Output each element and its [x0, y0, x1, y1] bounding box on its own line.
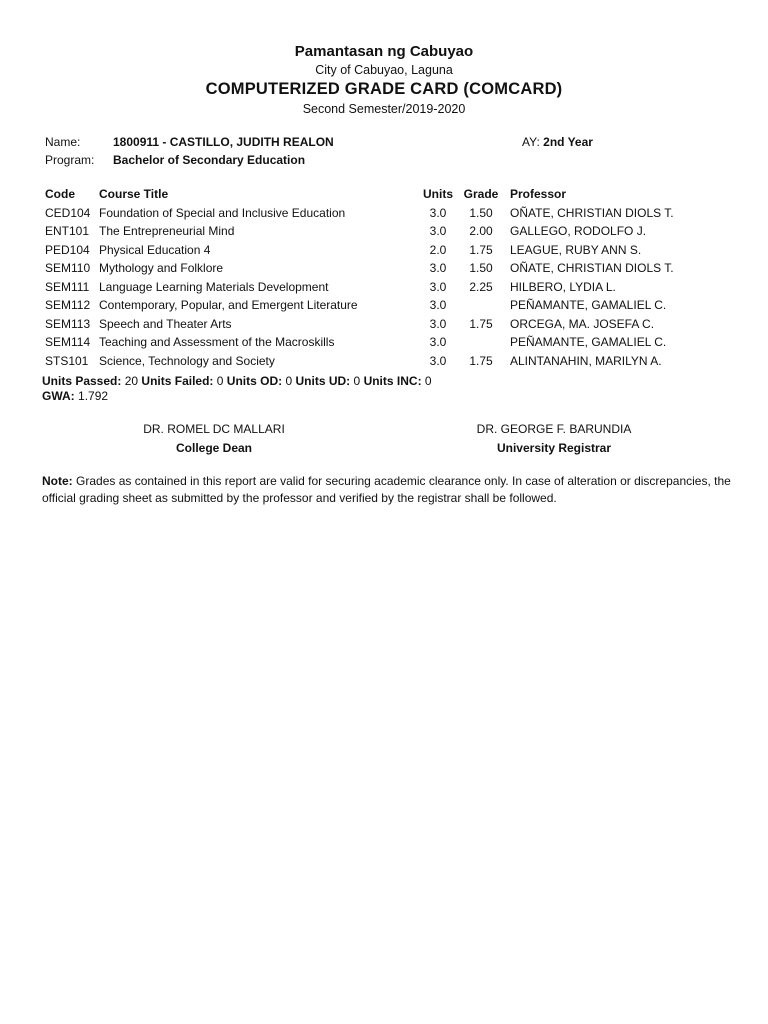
university-city: City of Cabuyao, Laguna	[315, 63, 453, 77]
units-failed-value: 0	[216, 374, 224, 388]
units-od-label: Units OD:	[226, 374, 283, 388]
course-units: 3.0	[429, 224, 447, 238]
course-code: SEM112	[45, 298, 91, 312]
table-row	[0, 354, 768, 373]
course-professor: PEÑAMANTE, GAMALIEL C.	[510, 335, 667, 349]
semester: Second Semester/2019-2020	[302, 102, 466, 116]
ay-value: 2nd Year	[543, 135, 593, 149]
header-professor: Professor	[510, 187, 567, 201]
registrar-name: DR. GEORGE F. BARUNDIA	[476, 422, 632, 436]
note	[42, 473, 732, 507]
course-grade: 2.00	[469, 224, 493, 238]
course-title: Physical Education 4	[99, 242, 211, 257]
course-grade: 1.75	[469, 242, 493, 257]
course-title: Contemporary, Popular, and Emergent Literature	[99, 298, 358, 312]
course-professor: PEÑAMANTE, GAMALIEL C.	[510, 298, 667, 312]
header-grade: Grade	[463, 187, 499, 201]
academic-year	[522, 135, 593, 149]
student-name: 1800911 - CASTILLO, JUDITH REALON	[113, 135, 334, 149]
table-row	[0, 298, 768, 317]
units-summary	[42, 374, 432, 388]
university-name: Pamantasan ng Cabuyao	[294, 43, 474, 60]
course-units: 3.0	[429, 335, 447, 349]
course-code: SEM113	[45, 316, 91, 331]
course-title: Speech and Theater Arts	[99, 316, 232, 331]
course-units: 3.0	[429, 316, 447, 331]
course-title: Mythology and Folklore	[99, 261, 224, 275]
program-label: Program:	[45, 153, 95, 167]
course-units: 3.0	[429, 261, 447, 275]
course-grade: 1.50	[469, 261, 493, 275]
table-row	[0, 317, 768, 336]
course-professor: OÑATE, CHRISTIAN DIOLS T.	[510, 261, 674, 275]
units-passed-value: 20	[124, 374, 139, 388]
dean-name: DR. ROMEL DC MALLARI	[143, 422, 285, 436]
course-grade: 1.75	[469, 316, 493, 331]
name-label: Name:	[45, 135, 81, 149]
course-code: ENT101	[45, 224, 90, 238]
table-row	[0, 243, 768, 262]
table-row	[0, 280, 768, 299]
course-title: Science, Technology and Society	[99, 353, 275, 368]
ay-label: AY:	[522, 135, 540, 149]
header-course-title: Course Title	[99, 187, 169, 201]
program-value: Bachelor of Secondary Education	[113, 153, 306, 167]
course-code: SEM110	[45, 261, 91, 275]
units-ud-value: 0	[353, 374, 361, 388]
grades-header-row	[0, 187, 768, 206]
course-units: 3.0	[429, 298, 447, 312]
table-row	[0, 206, 768, 225]
units-inc-label: Units INC:	[363, 374, 422, 388]
course-professor: ALINTANAHIN, MARILYN A.	[510, 353, 662, 368]
course-professor: ORCEGA, MA. JOSEFA C.	[510, 316, 655, 331]
gwa-value: 1.792	[78, 389, 109, 403]
course-grade: 1.50	[469, 205, 493, 220]
dean-title: College Dean	[175, 441, 253, 455]
table-row	[0, 335, 768, 354]
header-units: Units	[423, 187, 453, 201]
course-units: 2.0	[429, 242, 447, 257]
course-professor: GALLEGO, RODOLFO J.	[510, 224, 647, 238]
course-professor: LEAGUE, RUBY ANN S.	[510, 242, 642, 257]
course-code: STS101	[45, 353, 89, 368]
course-code: PED104	[45, 242, 90, 257]
grades-body	[0, 206, 768, 373]
table-row	[0, 261, 768, 280]
course-grade: 2.25	[469, 279, 493, 294]
course-title: Language Learning Materials Development	[99, 279, 329, 294]
units-ud-label: Units UD:	[295, 374, 351, 388]
course-code: SEM111	[45, 279, 90, 294]
course-units: 3.0	[429, 205, 447, 220]
units-od-value: 0	[285, 374, 293, 388]
course-code: SEM114	[45, 335, 91, 349]
course-professor: HILBERO, LYDIA L.	[510, 279, 616, 294]
header-code: Code	[45, 187, 75, 201]
course-title: Foundation of Special and Inclusive Education	[99, 205, 346, 220]
table-row	[0, 224, 768, 243]
gwa-label: GWA:	[42, 389, 75, 403]
note-text: Grades as contained in this report are valid for securing academic clearance only. In case of alteration or discrepancies, the official grading sheet as submitted by the professor and verified by the registrar shall be followed.	[42, 474, 731, 505]
course-units: 3.0	[429, 279, 447, 294]
grades-table	[0, 187, 768, 372]
course-title: The Entrepreneurial Mind	[99, 224, 235, 238]
course-code: CED104	[45, 205, 91, 220]
course-professor: OÑATE, CHRISTIAN DIOLS T.	[510, 205, 674, 220]
note-label: Note:	[42, 474, 73, 488]
course-title: Teaching and Assessment of the Macroskills	[99, 335, 335, 349]
units-inc-value: 0	[424, 374, 432, 388]
document-title: COMPUTERIZED GRADE CARD (COMCARD)	[205, 80, 563, 98]
gwa	[42, 389, 108, 403]
registrar-title: University Registrar	[496, 441, 612, 455]
units-failed-label: Units Failed:	[141, 374, 214, 388]
course-grade: 1.75	[469, 353, 493, 368]
course-units: 3.0	[429, 353, 447, 368]
units-passed-label: Units Passed:	[42, 374, 122, 388]
